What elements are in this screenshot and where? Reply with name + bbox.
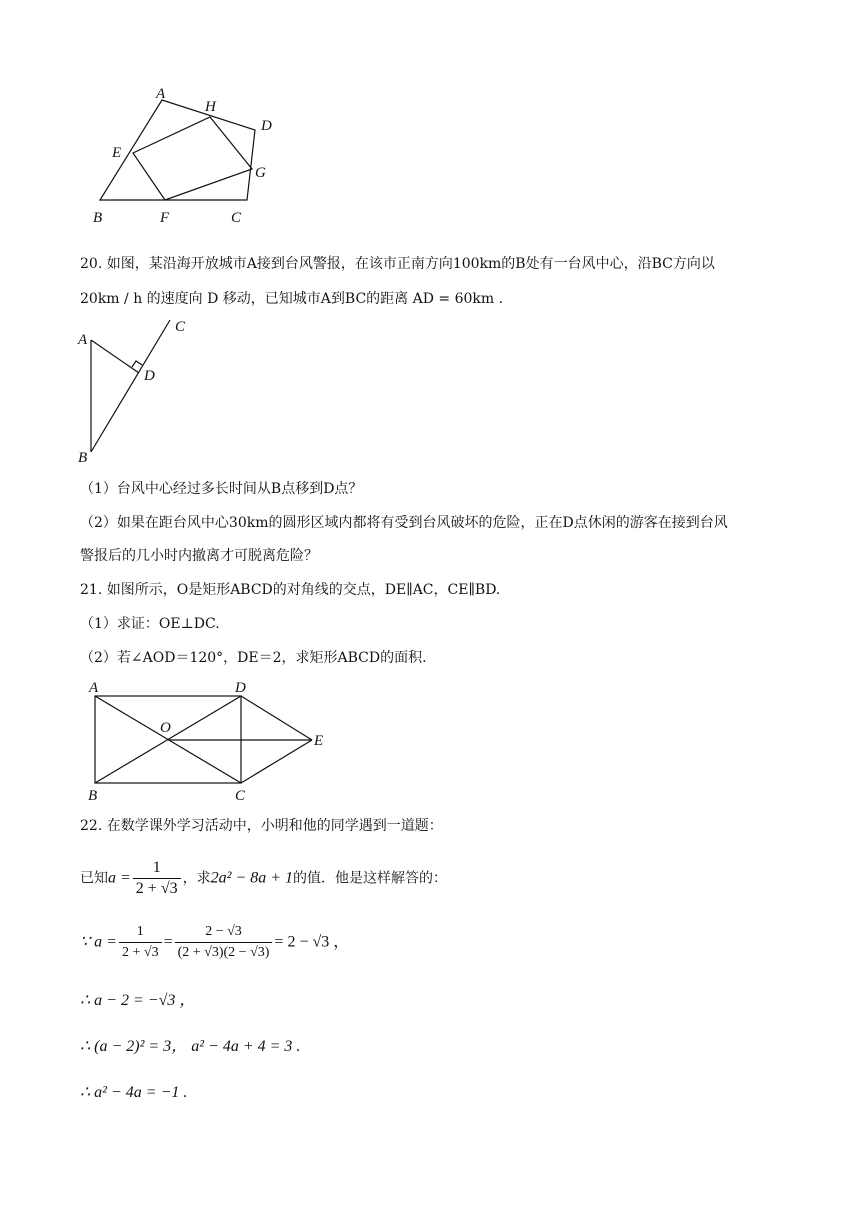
q22-stem: 22. 在数学课外学习活动中，小明和他的同学遇到一道题：: [80, 818, 443, 834]
q22-step1-prefix: ∵ a =: [80, 933, 117, 951]
label-A: A: [89, 680, 99, 696]
q22-given-suffix: 的值．他是这样解答的：: [293, 870, 447, 887]
label-D: D: [235, 680, 246, 696]
figure-quadrilateral-efgh: [85, 80, 295, 230]
q22-step1-denominator1: 2 + √3: [121, 945, 159, 960]
q22-step4: ∴ a² − 4a = −1 .: [80, 1084, 188, 1101]
q22-step1-equals: =: [163, 933, 173, 951]
q22-step1-denominator2: (2 + √3)(2 − √3): [177, 945, 270, 960]
label-F: F: [160, 210, 170, 226]
label-G: G: [255, 165, 266, 181]
q22-step1-numerator2: 2 − √3: [175, 922, 273, 943]
label-D: D: [261, 118, 272, 134]
q22-given-mid: ，求: [182, 870, 211, 887]
label-C: C: [235, 788, 246, 804]
q22-step2: ∴ a − 2 = −√3 ，: [80, 992, 196, 1009]
label-O: O: [160, 720, 171, 736]
q22-step1-fraction1: [119, 922, 162, 963]
label-B: B: [78, 450, 88, 466]
q21-part2: （2）若∠AOD＝120°，DE＝2，求矩形ABCD的面积.: [80, 650, 427, 666]
q22-step3: ∴ (a − 2)² = 3， a² − 4a + 4 = 3 .: [80, 1038, 301, 1055]
q22-given-denominator: 2 + √3: [135, 880, 178, 897]
label-B: B: [93, 210, 103, 226]
label-B: B: [88, 788, 98, 804]
q20-line1: 20. 如图，某沿海开放城市A接到台风警报，在该市正南方向100km的B处有一台风中心，沿BC方向以: [80, 256, 715, 272]
q22-given-expression: 2a² − 8a + 1: [210, 869, 293, 887]
q20-line2: 20km / h 的速度向 D 移动，已知城市A到BC的距离 AD = 60km .: [80, 291, 504, 307]
q22-given-prefix: 已知: [80, 870, 108, 887]
q20-part1: （1）台风中心经过多长时间从B点移到D点？: [80, 481, 363, 497]
q22-given-fraction: [133, 858, 181, 899]
label-E: E: [112, 145, 122, 161]
figure-typhoon: [72, 312, 202, 472]
q22-given-numerator: 1: [133, 858, 181, 879]
q22-step1: [80, 922, 349, 963]
label-C: C: [231, 210, 242, 226]
label-D: D: [144, 368, 155, 384]
q22-step1-numerator1: 1: [119, 922, 162, 943]
label-A: A: [156, 86, 166, 102]
label-C: C: [175, 319, 186, 335]
q22-step1-fraction2: [175, 922, 273, 963]
q22-step1-result: = 2 − √3 ，: [274, 933, 350, 951]
q21-stem: 21. 如图所示，O是矩形ABCD的对角线的交点，DE∥AC，CE∥BD.: [80, 582, 501, 598]
q22-given-a: a =: [108, 869, 131, 887]
q20-part2-line2: 警报后的几小时内撤离才可脱离危险？: [80, 548, 318, 564]
label-A: A: [78, 332, 88, 348]
figure-rectangle-abcd: [82, 674, 342, 809]
q20-part2-line1: （2）如果在距台风中心30km的圆形区域内都将有受到台风破坏的危险，正在D点休闲的游客在接到台风: [80, 515, 728, 531]
label-H: H: [205, 99, 216, 115]
q22-given: [80, 858, 447, 899]
label-E: E: [314, 733, 324, 749]
q21-part1: （1）求证：OE⊥DC.: [80, 616, 220, 632]
